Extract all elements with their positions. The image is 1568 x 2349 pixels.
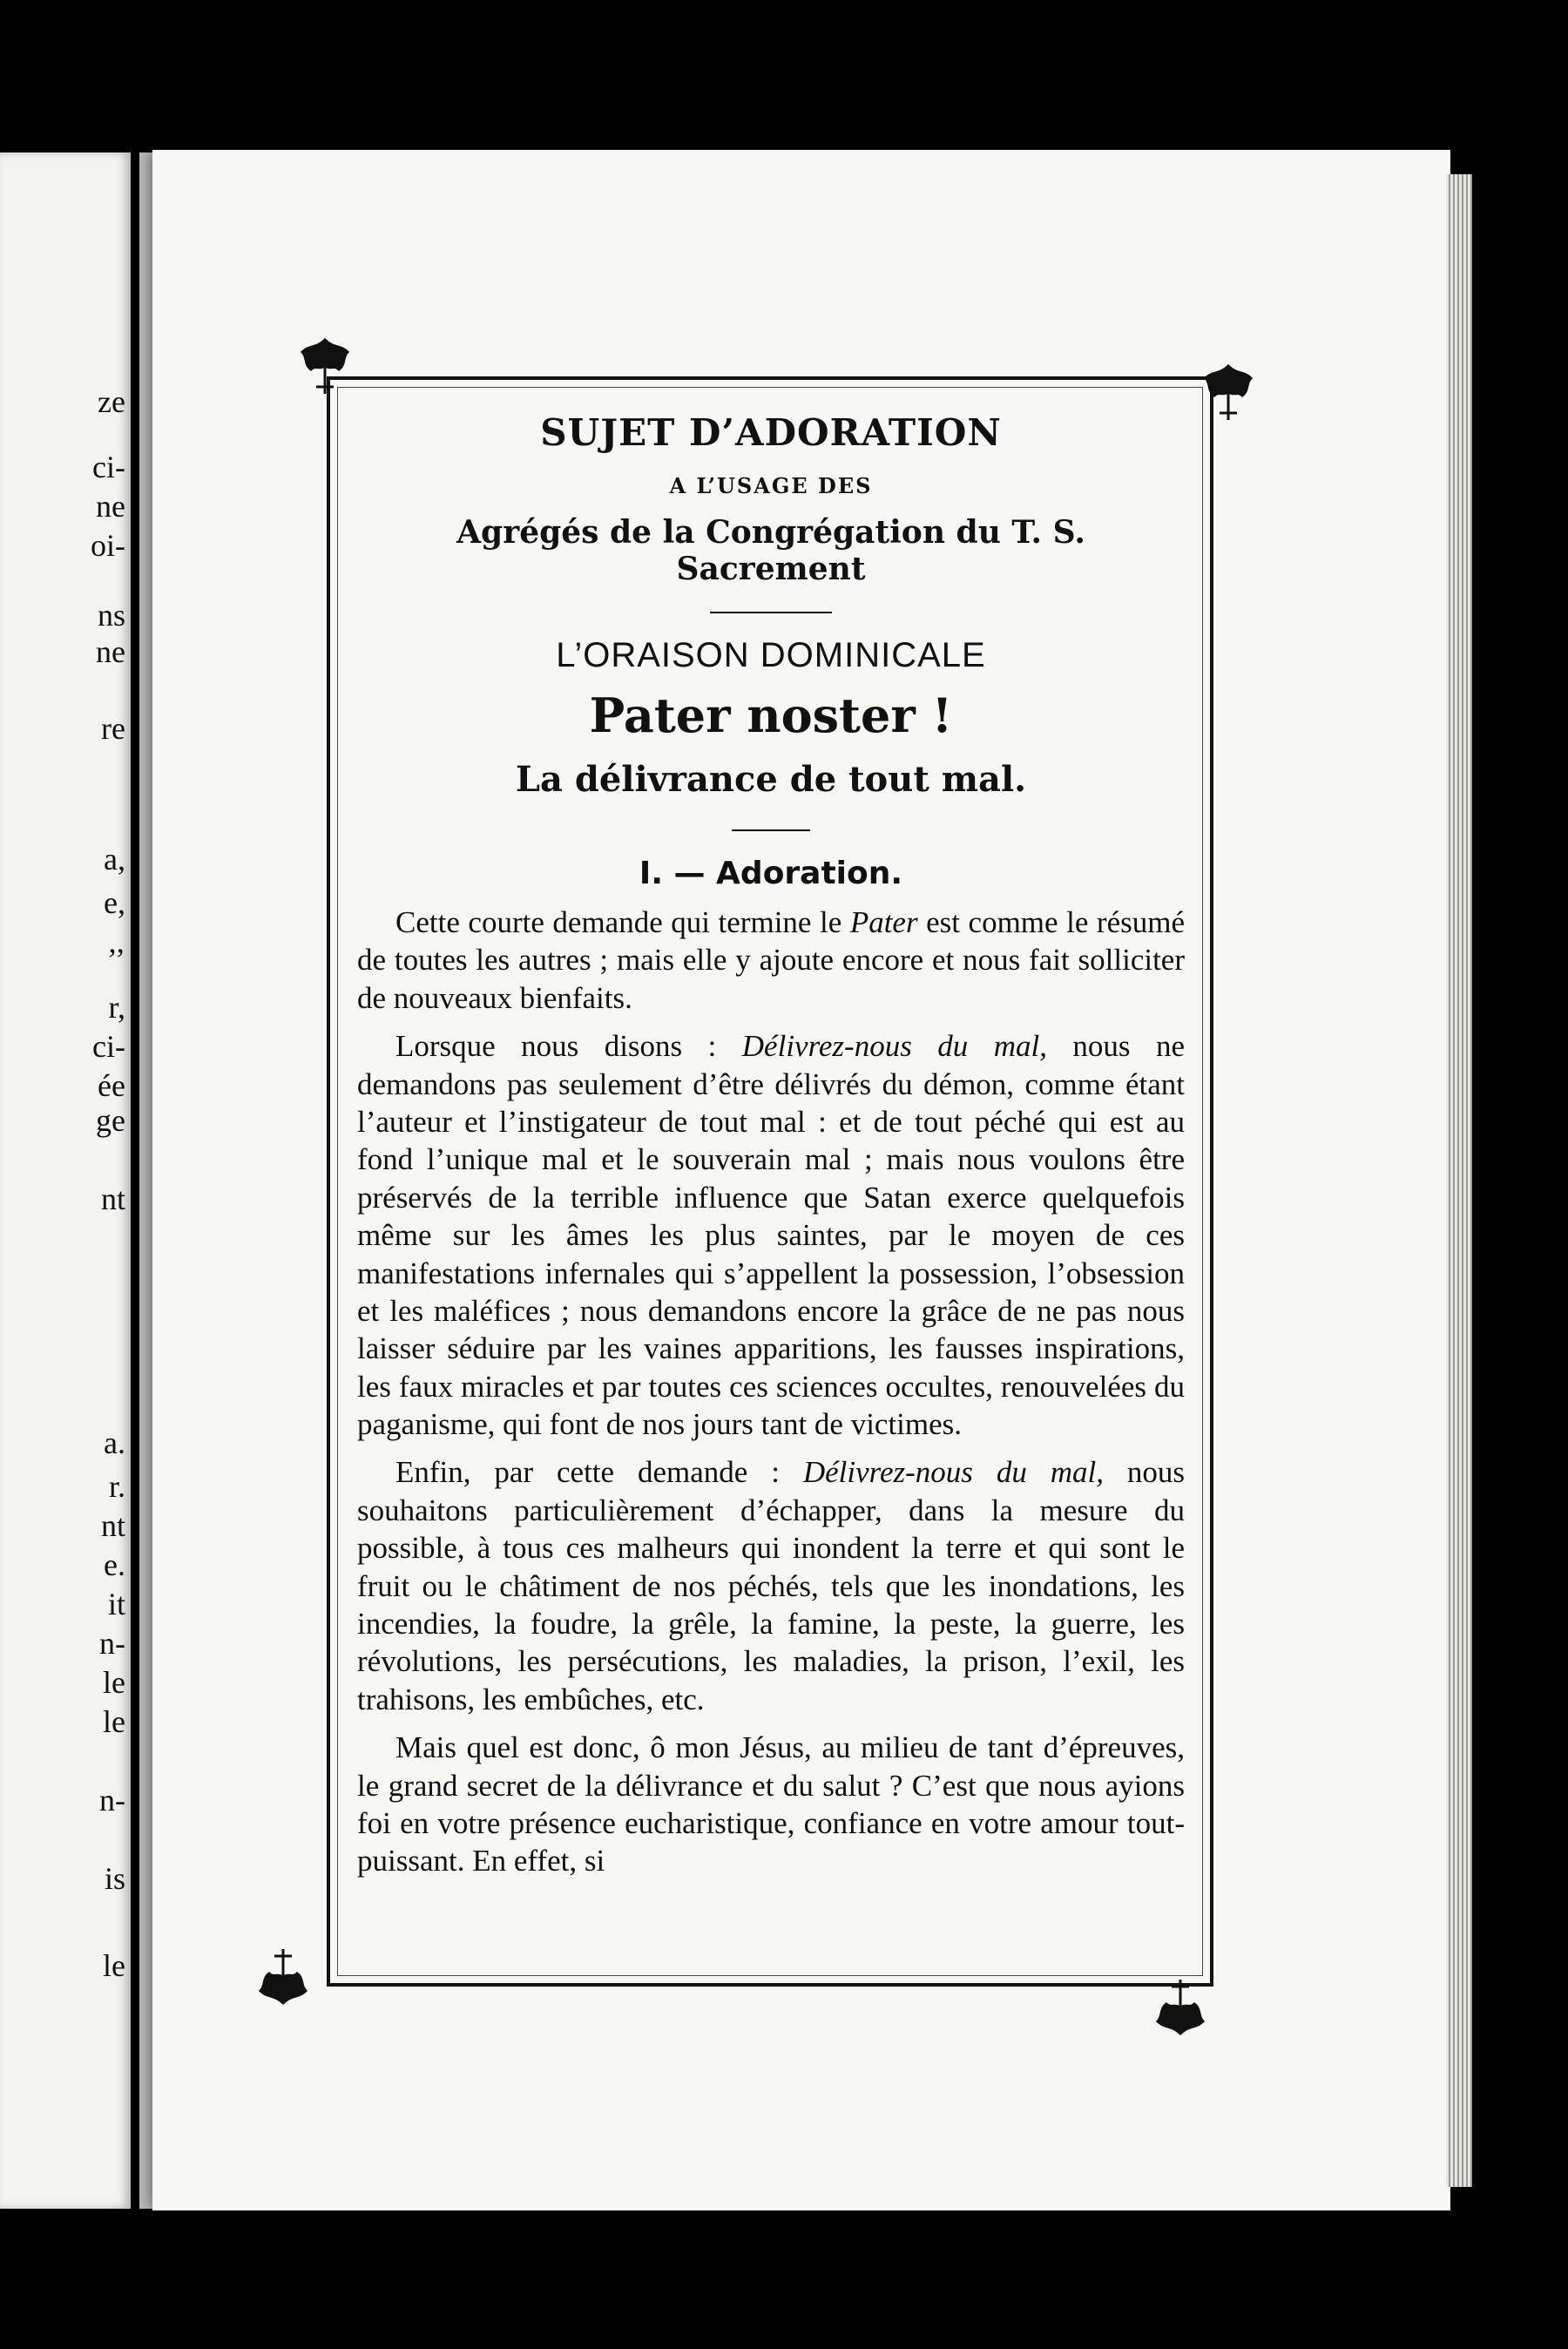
leaf-ornament-icon (248, 1940, 318, 2010)
left-text-fragment: le (103, 1704, 125, 1739)
page-title: SUJET D’ADORATION (540, 411, 1002, 454)
page-content (357, 411, 1185, 1891)
left-text-fragment: re (101, 711, 125, 746)
left-text-fragment: le (103, 1948, 125, 1983)
page-stack-edge (1446, 174, 1472, 2187)
left-text-fragment: ns (97, 598, 125, 633)
leaf-ornament-icon (1146, 1971, 1215, 2041)
page-subtitle: A L’USAGE DES (669, 473, 873, 498)
divider (710, 612, 832, 613)
left-text-fragment: is (104, 1861, 125, 1896)
body-paragraph: Mais quel est donc, ô mon Jésus, au milieu de tant d’épreuves, le grand secret de la délivrance et du salut ? C’est que nous ayions foi en votre présence eucharistique, confiance en votre amour tout-puissant. En effet, si (357, 1730, 1185, 1879)
delivrance-heading: La délivrance de tout mal. (515, 759, 1027, 800)
left-text-fragment: ée (98, 1068, 125, 1103)
book-gutter (139, 152, 153, 2209)
left-text-fragment: ci- (92, 450, 125, 484)
left-text-fragment: e. (104, 1547, 125, 1582)
left-text-fragment: n- (99, 1783, 125, 1818)
leaf-ornament-icon (290, 333, 360, 403)
book-page (152, 150, 1450, 2210)
left-text-fragment: ge (96, 1103, 125, 1138)
left-text-fragment: nt (100, 1508, 125, 1543)
leaf-ornament-icon (1193, 359, 1263, 429)
body-paragraph: Cette courte demande qui termine le Pater est comme le résumé de toutes les autres ; mais elle y ajoute encore et nous fait solliciter de nouveaux bienfaits. (357, 905, 1185, 1015)
left-text-fragment: a. (104, 1425, 125, 1460)
left-text-fragment: it (107, 1587, 125, 1621)
left-text-fragment: ne (96, 489, 125, 524)
left-text-fragment: r, (108, 990, 125, 1025)
divider (732, 829, 810, 831)
left-text-fragment: a, (104, 842, 125, 877)
left-text-fragment: ze (98, 384, 125, 419)
body-paragraph: Enfin, par cette demande : Délivrez-nous du mal, nous souhaitons particulièrement d’échapper, dans la mesure du possible, à tous ces malheurs qui inondent la terre et qui sont le fruit ou le châtiment de nos péchés, tels que les inondations, les incendies, la foudre, la grêle, la famine, la peste, la guerre, les révolutions, les persécutions, les maladies, la prison, l’exil, les trahisons, les embûches, etc. (357, 1455, 1186, 1716)
left-text-fragment: ne (96, 634, 125, 669)
left-text-fragment: ci- (92, 1029, 125, 1064)
section-heading: I. — Adoration. (639, 856, 903, 891)
congregation-heading: Agrégés de la Congrégation du T. S. Sacrement (456, 514, 1085, 587)
left-text-fragment: ’’ (106, 942, 125, 977)
oraison-heading: L’ORAISON DOMINICALE (556, 636, 986, 674)
pater-heading: Pater noster ! (589, 687, 953, 743)
left-text-fragment: nt (100, 1181, 125, 1216)
body-paragraph: Lorsque nous disons : Délivrez-nous du mal, nous ne demandons pas seulement d’être délivrés du démon, comme étant l’auteur et l’instigateur de tout mal : et de tout péché qui est au fond l’unique mal et le souverain mal ; mais nous voulons être préservés de la terrible influence que Satan exerce quelquefois même sur les âmes les plus saintes, par le moyen de ces manifestations infernales qui s’appellent la possession, l’obsession et les maléfices ; nous demandons encore la grâce de ne pas nous laisser séduire par les vaines apparitions, les fausses inspirations, les faux miracles et par toutes ces sciences occultes, renouvelées du paganisme, qui font de nos jours tant de victimes. (357, 1029, 1186, 1442)
left-text-fragment: e, (104, 885, 125, 920)
left-text-fragment: n- (99, 1626, 125, 1661)
left-text-fragment: oi- (91, 528, 125, 563)
left-text-fragment: r. (108, 1469, 125, 1504)
previous-page-fragment (0, 152, 131, 2209)
left-text-fragment: le (103, 1665, 125, 1700)
